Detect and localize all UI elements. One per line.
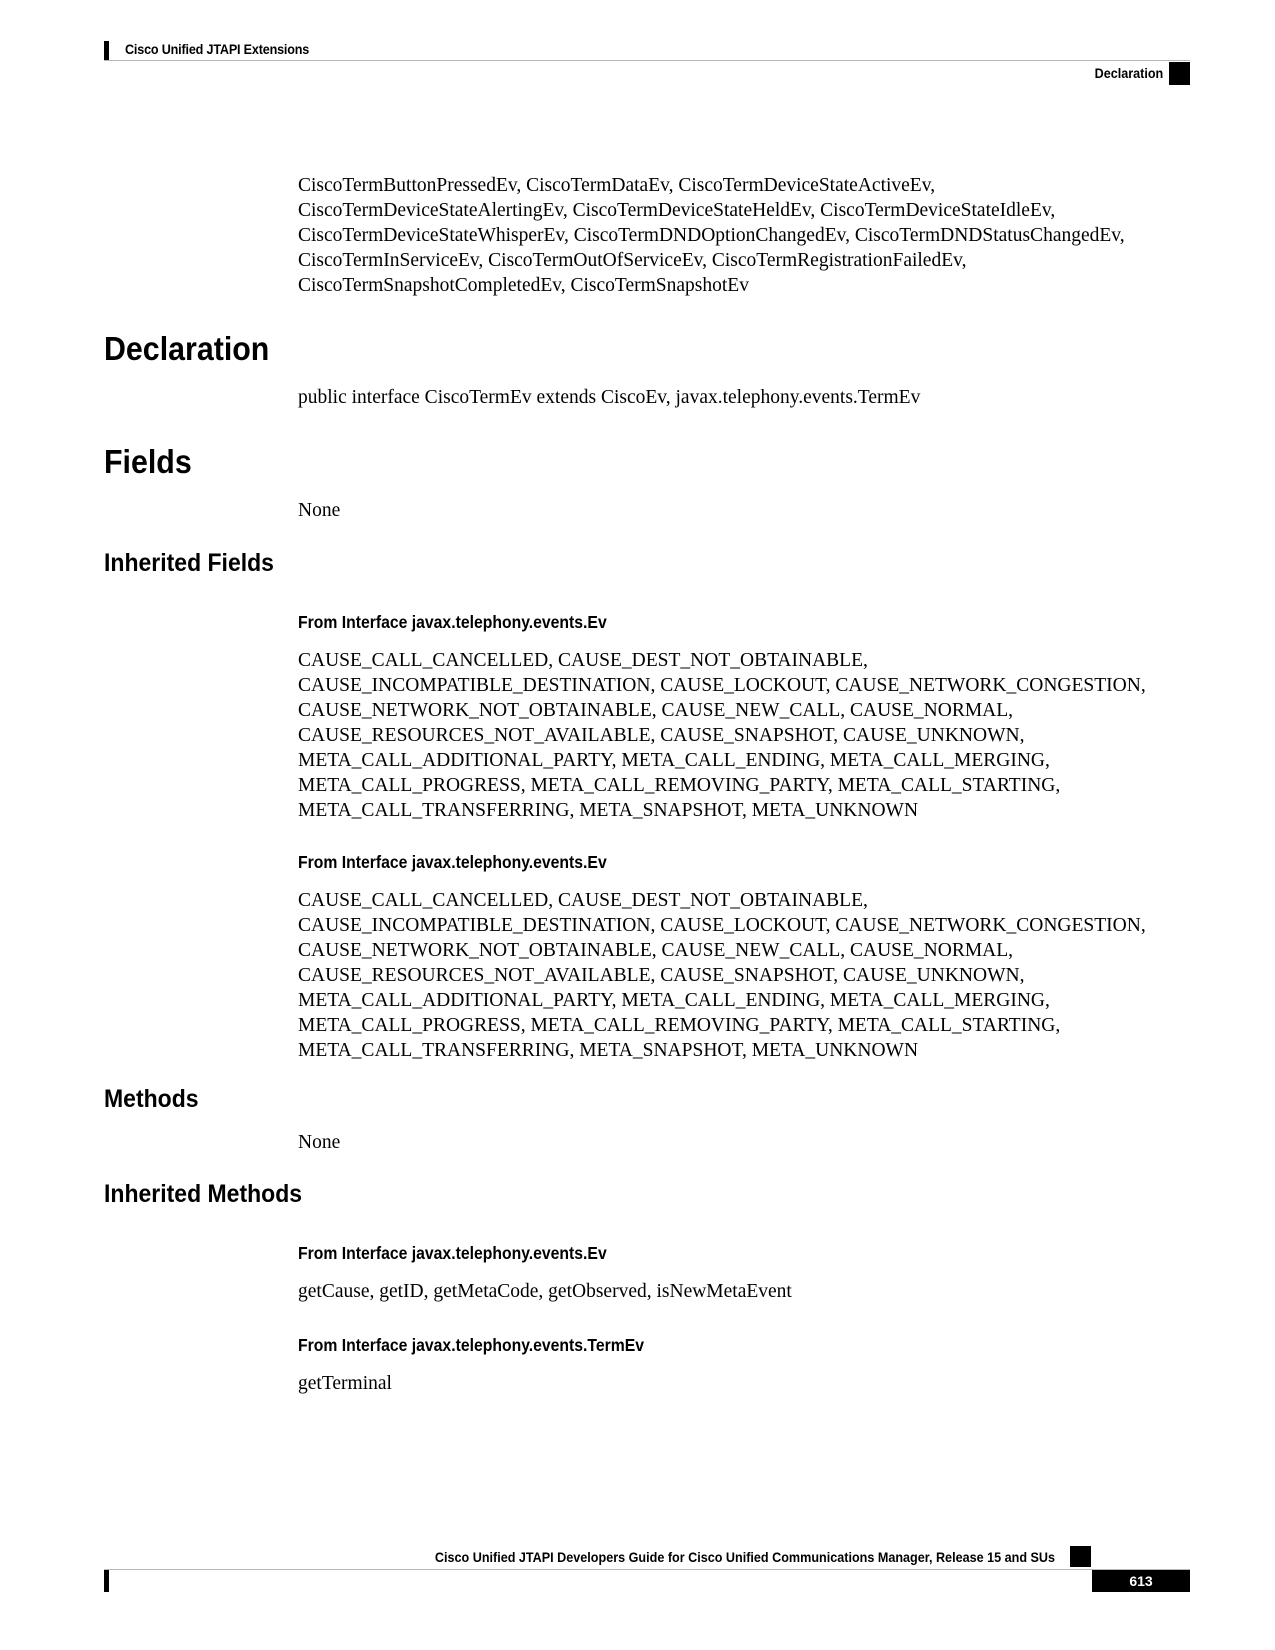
inherited-fields-group-heading: From Interface javax.telephony.events.Ev: [298, 852, 607, 872]
methods-heading: Methods: [104, 1085, 199, 1113]
inherited-fields-group-text: CAUSE_CALL_CANCELLED, CAUSE_DEST_NOT_OBTAINABLE, CAUSE_INCOMPATIBLE_DESTINATION, CAUSE_LOCKOUT, CAUSE_NETWORK_CONGESTION, CAUSE_NETWORK_NOT_OBTAINABLE, CAUSE_NEW_CALL, CAUSE_NORMAL, CAUSE_RESOURCES_NOT_AVAILABLE, CAUSE_SNAPSHOT, CAUSE_UNKNOWN, META_CALL_ADDITIONAL_PARTY, META_CALL_ENDING, META_CALL_MERGING, META_CALL_PROGRESS, META_CALL_REMOVING_PARTY, META_CALL_STARTING, META_CALL_TRANSFERRING, META_SNAPSHOT, META_UNKNOWN: [298, 890, 1146, 1061]
inherited-fields-group-text: CAUSE_CALL_CANCELLED, CAUSE_DEST_NOT_OBTAINABLE, CAUSE_INCOMPATIBLE_DESTINATION, CAUSE_LOCKOUT, CAUSE_NETWORK_CONGESTION, CAUSE_NETWORK_NOT_OBTAINABLE, CAUSE_NEW_CALL, CAUSE_NORMAL, CAUSE_RESOURCES_NOT_AVAILABLE, CAUSE_SNAPSHOT, CAUSE_UNKNOWN, META_CALL_ADDITIONAL_PARTY, META_CALL_ENDING, META_CALL_MERGING, META_CALL_PROGRESS, META_CALL_REMOVING_PARTY, META_CALL_STARTING, META_CALL_TRANSFERRING, META_SNAPSHOT, META_UNKNOWN: [298, 650, 1146, 821]
header-left-bar: [104, 41, 109, 60]
page-number: 613: [1092, 1570, 1190, 1592]
footer-guide-title: Cisco Unified JTAPI Developers Guide for Cisco Unified Communications Manager, Release 15 and SUs: [434, 1549, 1055, 1565]
header-right-block: [1169, 62, 1190, 85]
inherited-methods-heading: Inherited Methods: [104, 1180, 303, 1208]
inherited-methods-group-heading: From Interface javax.telephony.events.Ev: [298, 1243, 607, 1263]
footer-left-bar: [104, 1570, 109, 1592]
inherited-fields-group-heading: From Interface javax.telephony.events.Ev: [298, 612, 607, 632]
declaration-heading: Declaration: [104, 330, 270, 367]
inherited-methods-group-heading: From Interface javax.telephony.events.TermEv: [298, 1335, 645, 1355]
declaration-text: public interface CiscoTermEv extends CiscoEv, javax.telephony.events.TermEv: [298, 387, 921, 408]
footer-rule: [104, 1569, 1190, 1570]
inherited-fields-heading: Inherited Fields: [104, 549, 274, 577]
inherited-methods-group-text: getCause, getID, getMetaCode, getObserved, isNewMetaEvent: [298, 1281, 792, 1302]
intro-text: CiscoTermButtonPressedEv, CiscoTermDataEv, CiscoTermDeviceStateActiveEv, CiscoTermDeviceStateAlertingEv, CiscoTermDeviceStateHeldEv, CiscoTermDeviceStateIdleEv, CiscoTermDeviceStateWhisperEv, CiscoTermDNDOptionChangedEv, CiscoTermDNDStatusChangedEv, CiscoTermInServiceEv, CiscoTermOutOfServiceEv, CiscoTermRegistrationFailedEv, CiscoTermSnapshotCompletedEv, CiscoTermSnapshotEv: [298, 175, 1125, 296]
footer-block: [1070, 1546, 1091, 1567]
methods-text: None: [298, 1132, 341, 1153]
fields-text: None: [298, 500, 341, 521]
inherited-methods-group-text: getTerminal: [298, 1373, 392, 1394]
header-current-section: Declaration: [1094, 65, 1163, 81]
header-book-section: Cisco Unified JTAPI Extensions: [125, 41, 310, 57]
fields-heading: Fields: [104, 443, 192, 480]
header-rule: [104, 60, 1190, 61]
